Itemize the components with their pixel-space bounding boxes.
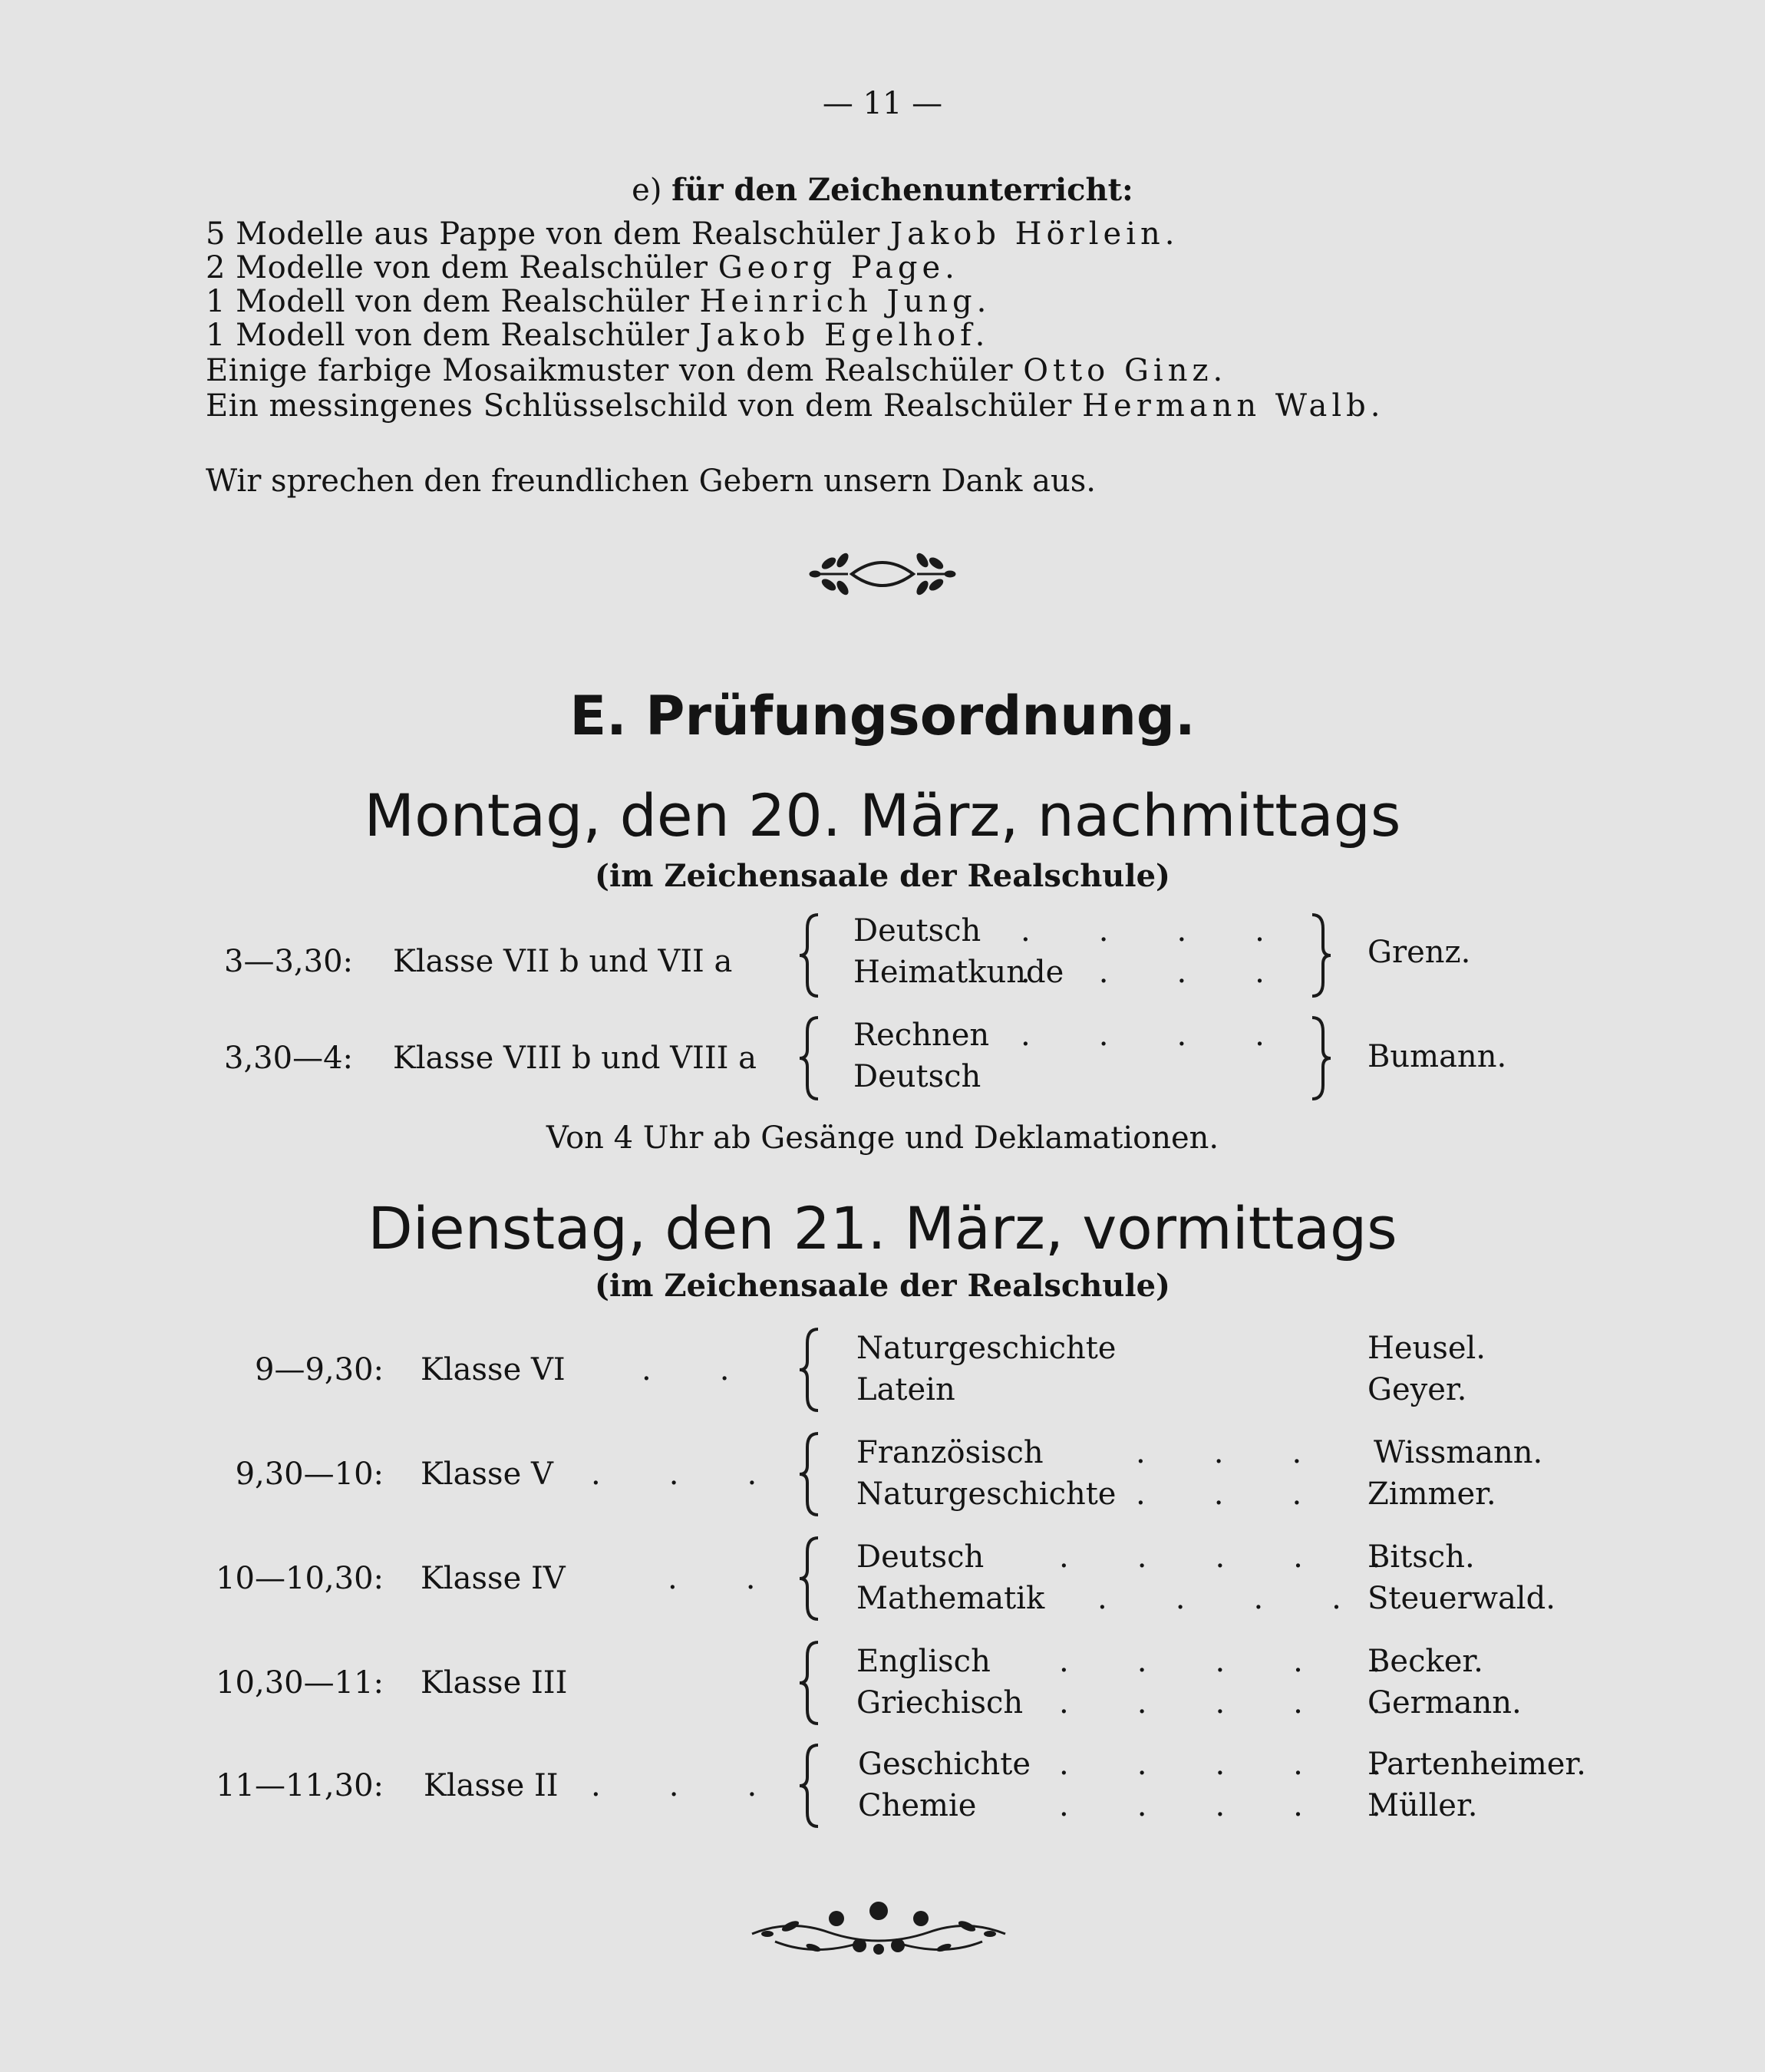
left-brace-icon [798, 1432, 821, 1516]
class-label: Klasse IV [421, 1561, 566, 1596]
class-label: Klasse II [424, 1768, 559, 1803]
subject: Englisch [856, 1644, 991, 1679]
leader-dots: . . . . [1097, 1581, 1341, 1616]
leader-dots: . . . . [1021, 1018, 1265, 1053]
leader-dots: . . . . [1021, 913, 1265, 949]
floral-ornament-icon [744, 1888, 1013, 1972]
donations-heading [0, 172, 1765, 208]
teacher-name: Geyer. [1367, 1372, 1467, 1407]
teacher-name: Becker. [1367, 1644, 1483, 1679]
subject: Deutsch [853, 1059, 981, 1094]
teacher-name: Wissmann. [1374, 1435, 1543, 1470]
donation-line [206, 216, 1179, 252]
teacher-name: Müller. [1367, 1788, 1478, 1823]
subject: Deutsch [853, 913, 981, 949]
class-label: Klasse VI [421, 1352, 566, 1387]
day2-title: Dienstag, den 21. März, vormittags [368, 1194, 1397, 1262]
leader-dots: . . . [1136, 1476, 1302, 1512]
leader-dots: . . . . . [1059, 1644, 1381, 1679]
teacher-name: Zimmer. [1367, 1476, 1496, 1512]
teacher-name: Grenz. [1367, 935, 1471, 970]
right-brace-icon [1309, 913, 1332, 998]
teacher-name: Bumann. [1367, 1039, 1507, 1074]
subject: Naturgeschichte [856, 1476, 1117, 1512]
section-title: E. Prüfungsordnung. [569, 685, 1196, 747]
subject: Rechnen [853, 1018, 990, 1053]
donation-text: 5 Modelle aus Pappe von dem Realschüler [206, 216, 891, 252]
class-label: Klasse III [421, 1665, 568, 1701]
page-number: — 11 — [822, 86, 943, 121]
leader-dots: . . . . [1021, 955, 1265, 990]
class-label: Klasse VIII b und VIII a [393, 1041, 757, 1076]
left-brace-icon [798, 913, 821, 998]
thanks-line: Wir sprechen den freundlichen Gebern unsern Dank aus. [206, 464, 1096, 499]
subject: Latein [856, 1372, 955, 1407]
donor-name: Georg Page. [718, 250, 959, 285]
day1-title: Montag, den 20. März, nachmittags [364, 781, 1401, 850]
subject: Deutsch [856, 1539, 985, 1575]
subject: Chemie [858, 1788, 977, 1823]
subject: Mathematik [856, 1581, 1045, 1616]
time-slot: 9—9,30: [255, 1352, 384, 1387]
donor-name: Hermann Walb. [1082, 388, 1385, 424]
donation-text: 1 Modell von dem Realschüler [206, 318, 700, 353]
teacher-name: Heusel. [1367, 1331, 1486, 1366]
donor-name: Jakob Hörlein. [890, 216, 1179, 252]
donations-heading-text: für den Zeichenunterricht: [671, 172, 1133, 208]
donation-line [206, 318, 989, 353]
left-brace-icon [798, 1536, 821, 1621]
donation-text: 1 Modell von dem Realschüler [206, 284, 700, 319]
teacher-name: Germann. [1367, 1685, 1522, 1721]
class-label: Klasse V [421, 1457, 553, 1492]
time-slot: 11—11,30: [216, 1768, 384, 1803]
right-brace-icon [1309, 1016, 1332, 1100]
donation-line [206, 388, 1384, 424]
leader-dots: . . [668, 1561, 756, 1596]
time-slot: 9,30—10: [235, 1457, 384, 1492]
donor-name: Otto Ginz. [1023, 353, 1228, 388]
class-label: Klasse VII b und VII a [393, 944, 733, 979]
time-slot: 10—10,30: [216, 1561, 384, 1596]
leader-dots: . . . . . [1059, 1788, 1381, 1823]
left-brace-icon [798, 1016, 821, 1100]
leader-dots: . . [642, 1352, 730, 1387]
subject: Französisch [856, 1435, 1044, 1470]
leader-dots: . . . [1136, 1435, 1302, 1470]
subject: Naturgeschichte [856, 1331, 1117, 1366]
left-brace-icon [798, 1641, 821, 1725]
left-brace-icon [798, 1328, 821, 1412]
day1-room: (im Zeichensaale der Realschule) [595, 858, 1170, 894]
subject: Geschichte [858, 1747, 1031, 1782]
donor-name: Jakob Egelhof. [699, 318, 990, 353]
time-slot: 10,30—11: [216, 1665, 384, 1701]
leader-dots: . . . [591, 1457, 757, 1492]
time-slot: 3—3,30: [224, 944, 353, 979]
donation-text: Einige farbige Mosaikmuster von dem Realschüler [206, 353, 1024, 388]
donation-line [206, 250, 959, 285]
teacher-name: Bitsch. [1367, 1539, 1475, 1575]
donor-name: Heinrich Jung. [699, 284, 991, 319]
donation-line [206, 353, 1227, 388]
day2-room: (im Zeichensaale der Realschule) [595, 1268, 1170, 1304]
leader-dots: . . . . . [1059, 1539, 1381, 1575]
leader-dots: . . . [591, 1768, 757, 1803]
teacher-name: Partenheimer. [1367, 1747, 1586, 1782]
teacher-name: Steuerwald. [1367, 1581, 1556, 1616]
subject: Heimatkunde [853, 955, 1064, 990]
subject: Griechisch [856, 1685, 1024, 1721]
leaf-ornament-icon [806, 543, 959, 605]
donations-prefix: e) [632, 173, 662, 208]
donation-text: Ein messingenes Schlüsselschild von dem Realschüler [206, 388, 1083, 424]
donation-text: 2 Modelle von dem Realschüler [206, 250, 718, 285]
leader-dots: . . . . . [1059, 1747, 1381, 1782]
leader-dots: . . . . . [1059, 1685, 1381, 1721]
day1-note: Von 4 Uhr ab Gesänge und Deklamationen. [546, 1120, 1219, 1156]
left-brace-icon [798, 1744, 821, 1828]
time-slot: 3,30—4: [224, 1041, 353, 1076]
donation-line [206, 284, 991, 319]
